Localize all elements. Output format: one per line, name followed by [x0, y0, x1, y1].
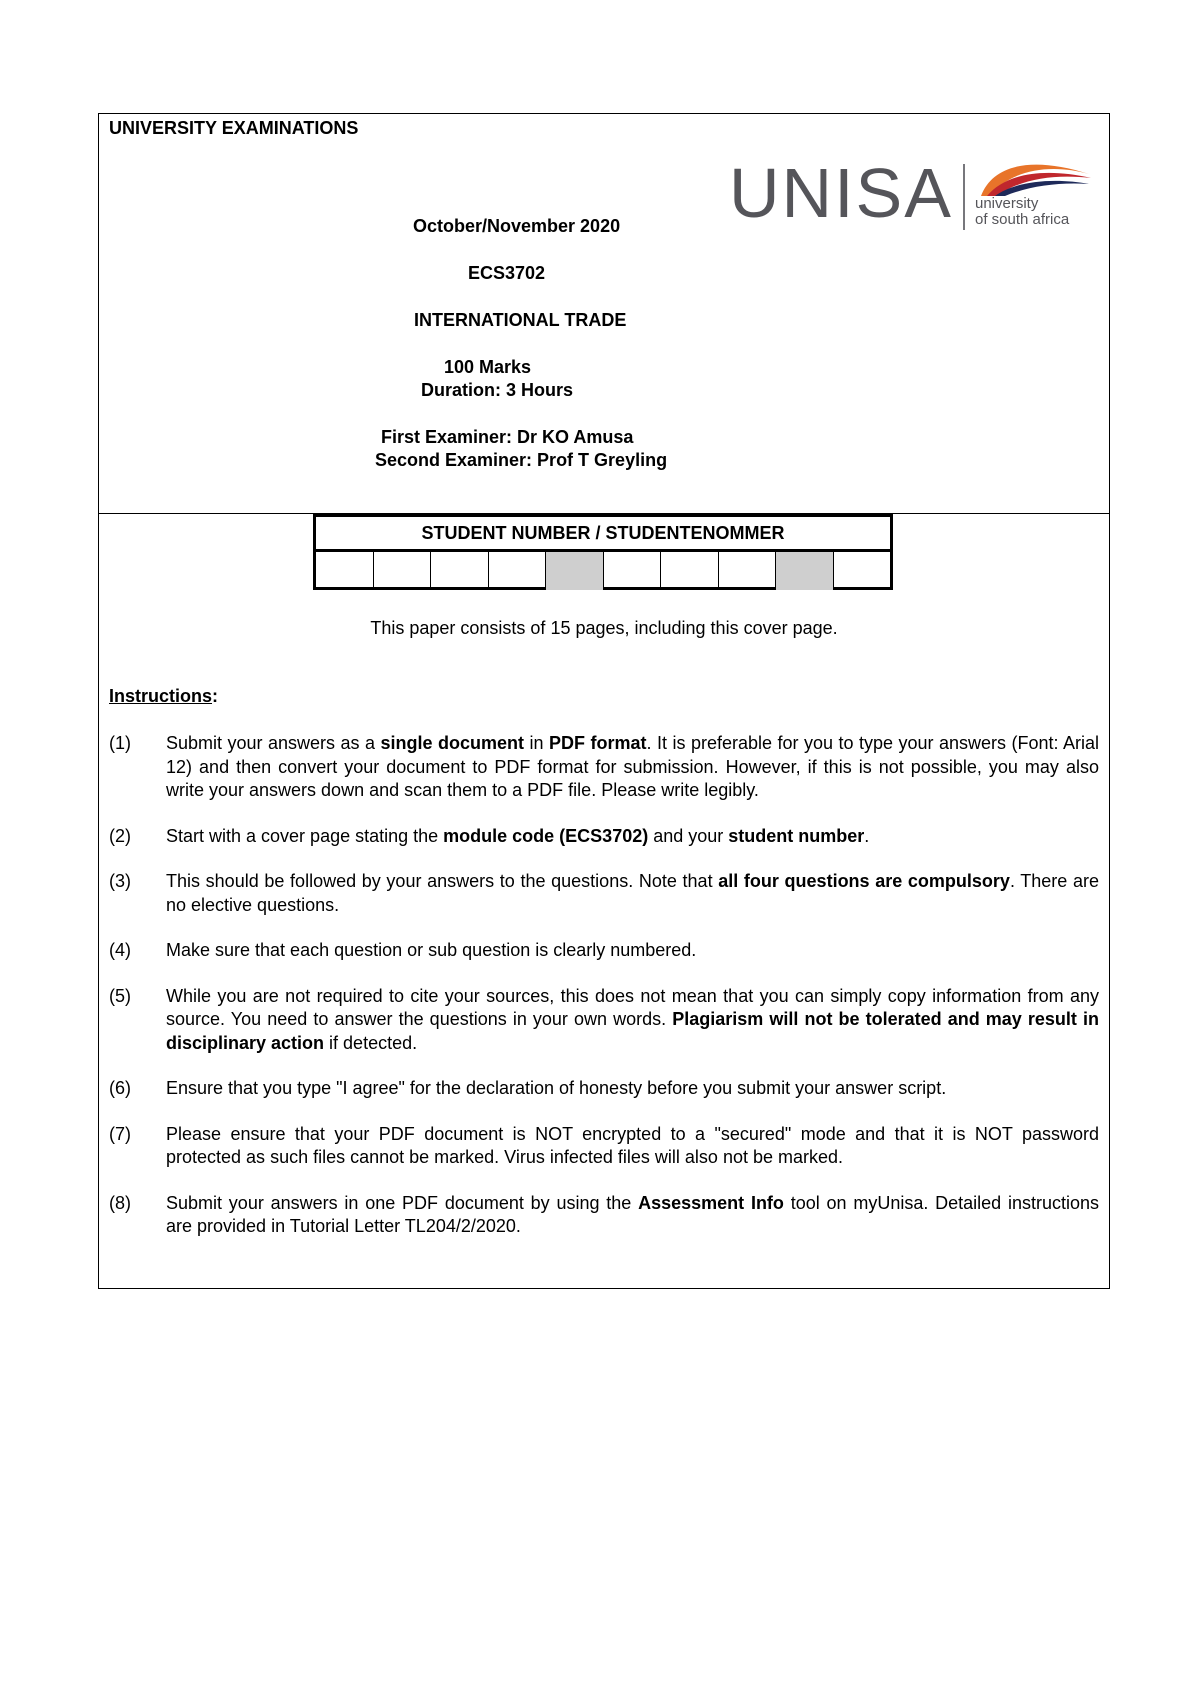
logo-wordmark: UNISA: [729, 154, 953, 232]
instruction-item: [109, 985, 1099, 1056]
instruction-text-bold: module code (ECS3702): [443, 825, 649, 846]
second-examiner: Second Examiner: Prof T Greyling: [375, 450, 668, 470]
instruction-text: [166, 825, 1099, 849]
exam-cover-page: [98, 113, 1110, 1289]
instruction-text-part: . There are no elective questions.: [166, 871, 1099, 915]
instruction-text-part: in: [524, 733, 549, 753]
instruction-text-part: tool on myUnisa. Detailed instructions are provided in Tutorial Letter TL204/2/2020.: [166, 1192, 1100, 1236]
instruction-text-bold: PDF format: [549, 733, 647, 753]
logo-subtitle-line2: of south africa: [975, 211, 1070, 228]
instruction-item: [109, 1123, 1099, 1170]
instruction-text: [166, 985, 1099, 1056]
logo-subtitle-line1: university: [975, 195, 1039, 212]
student-number-box[interactable]: [661, 552, 719, 590]
instructions-heading: [109, 686, 218, 707]
instruction-number: (2): [109, 825, 131, 846]
university-examinations-label: UNIVERSITY EXAMINATIONS: [109, 118, 359, 138]
instruction-text-part: Submit your answers as a: [166, 733, 381, 753]
instruction-number: (8): [109, 1192, 131, 1213]
exam-session: October/November 2020: [413, 216, 621, 236]
instruction-text-bold: Assessment Info: [638, 1192, 784, 1213]
instruction-number: (6): [109, 1078, 131, 1098]
instruction-item: [109, 870, 1099, 917]
instruction-item: [109, 1077, 1099, 1101]
instruction-number: (1): [109, 733, 131, 753]
instruction-text-bold: all four questions are compulsory: [718, 871, 1010, 891]
instruction-item: [109, 825, 1099, 849]
student-number-box[interactable]: [834, 552, 891, 590]
instruction-text-part: .: [864, 825, 870, 846]
instruction-text-part: Please ensure that your PDF document is NOT encrypted to a "secured" mode and that it is NOT password protected as such files cannot be marked. Virus infected files will also not be marked.: [166, 1123, 1099, 1167]
student-number-box[interactable]: [776, 552, 834, 590]
logo-divider: [963, 164, 965, 230]
instruction-text: [166, 1123, 1099, 1170]
instruction-text-part: Make sure that each question or sub question is clearly numbered.: [166, 940, 697, 960]
first-examiner: First Examiner: Dr KO Amusa: [381, 427, 634, 447]
unisa-logo: [727, 154, 1107, 238]
instruction-item: [109, 1192, 1099, 1239]
student-number-title: STUDENT NUMBER / STUDENTENOMMER: [316, 517, 890, 552]
instruction-item: [109, 732, 1099, 803]
student-number-box[interactable]: [719, 552, 777, 590]
module-name: INTERNATIONAL TRADE: [414, 310, 627, 330]
total-marks: 100 Marks: [444, 357, 532, 377]
instruction-text-part: if detected.: [324, 1032, 418, 1053]
instruction-number: (7): [109, 1123, 131, 1144]
instruction-text: [166, 732, 1099, 803]
instruction-text-part: This should be followed by your answers to the questions. Note that: [166, 871, 719, 891]
student-number-table: [313, 514, 893, 590]
header-section: [99, 114, 1109, 514]
instructions-heading-colon: :: [212, 686, 219, 706]
pages-note: This paper consists of 15 pages, including this cover page.: [370, 618, 838, 638]
logo-subtitle: [975, 196, 1069, 228]
instruction-text-part: Ensure that you type "I agree" for the declaration of honesty before you submit your answer script.: [166, 1078, 947, 1098]
instruction-text-bold: Plagiarism will not be tolerated and may result in disciplinary action: [166, 1009, 1100, 1053]
instruction-text: [166, 1192, 1099, 1239]
instruction-text: [166, 870, 1099, 917]
instructions-heading-text: Instructions: [109, 686, 213, 706]
instruction-number: (3): [109, 871, 131, 891]
student-number-cells: [316, 552, 890, 590]
instruction-number: (4): [109, 940, 131, 960]
instruction-text-part: . It is preferable for you to type your answers (Font: Arial 12) and then convert your document to PDF format for submission. However, if this is not possible, you may also write your answers down and scan them to a PDF file. Please write legibly.: [166, 733, 1100, 800]
instruction-item: [109, 939, 1099, 963]
student-number-box[interactable]: [546, 552, 604, 590]
instruction-text-part: Start with a cover page stating the: [166, 825, 444, 846]
instruction-number: (5): [109, 985, 131, 1006]
instruction-text-bold: student number: [728, 825, 865, 846]
student-number-box[interactable]: [604, 552, 662, 590]
instruction-text-part: Submit your answers in one PDF document by using the: [166, 1192, 639, 1213]
logo-swoosh-icon: [973, 156, 1093, 200]
student-number-box[interactable]: [431, 552, 489, 590]
student-number-box[interactable]: [316, 552, 374, 590]
module-code: ECS3702: [468, 263, 546, 283]
student-number-box[interactable]: [374, 552, 432, 590]
instruction-text: [166, 939, 1099, 963]
instruction-text: [166, 1077, 1099, 1101]
student-number-box[interactable]: [489, 552, 547, 590]
instructions-list: [109, 732, 1099, 1261]
exam-duration: Duration: 3 Hours: [421, 380, 574, 400]
instruction-text-part: and your: [648, 825, 729, 846]
instruction-text-part: While you are not required to cite your sources, this does not mean that you can simply copy information from any source. You need to answer the questions in your own words.: [166, 985, 1099, 1029]
instruction-text-bold: single document: [380, 733, 525, 753]
